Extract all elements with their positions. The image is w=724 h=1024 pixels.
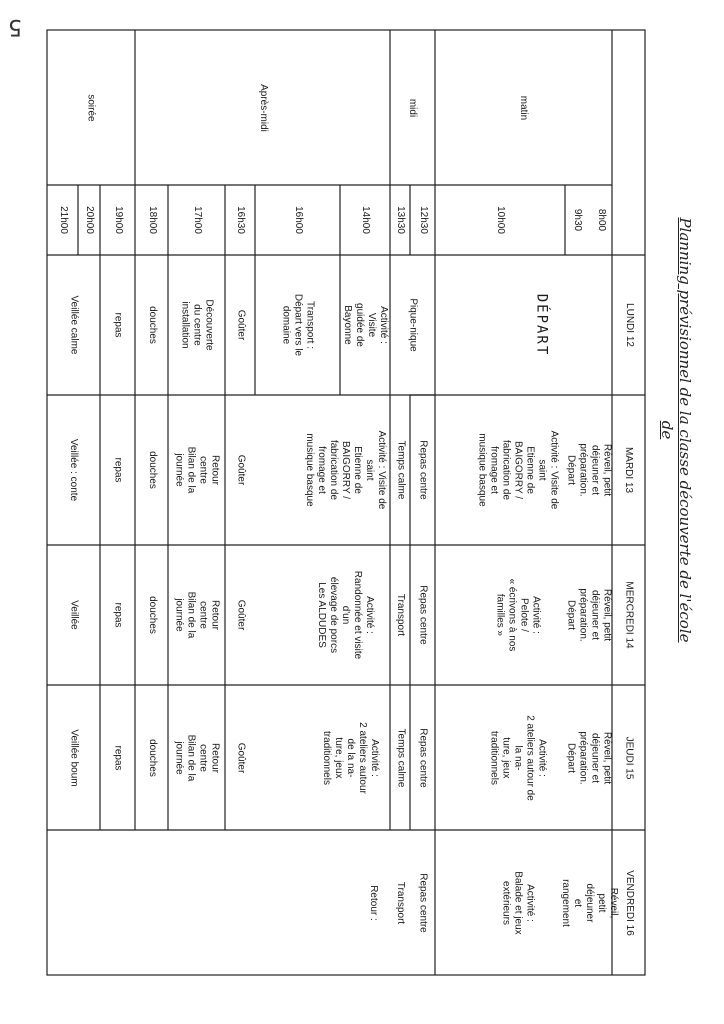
- time-13h30: 13h30: [395, 206, 406, 234]
- time-18h00: 18h00: [146, 206, 158, 234]
- jeudi-repas-soir: repas: [112, 744, 124, 771]
- jeudi-douches: douches: [146, 738, 158, 777]
- period-midi: midi: [407, 98, 419, 117]
- mercredi-matin: Réveil, petit déjeuner et préparation. Départ: [565, 588, 613, 642]
- header-day-2: MARDI 13: [623, 446, 635, 494]
- mercredi-activite-matin: Activité : Pelote / « écrivons à nos familles »: [494, 578, 542, 652]
- mardi-retour: Retour centre Bilan de la journée: [173, 446, 221, 494]
- time-8h00: 8h00: [596, 208, 607, 232]
- time-17h00: 17h00: [191, 206, 203, 234]
- vendredi-retour: Retour :: [367, 884, 379, 921]
- mardi-repas-soir: repas: [112, 457, 124, 483]
- mercredi-veillee: Veillée: [68, 600, 80, 630]
- lundi-activite: Activité : Visite guidée de Bayonne: [342, 303, 389, 347]
- page-number: 5: [8, 14, 22, 39]
- time-19h00: 19h00: [112, 206, 124, 234]
- mardi-gouter: Goûter: [235, 454, 247, 486]
- time-16h00: 16h00: [292, 206, 304, 234]
- lundi-douches: douches: [146, 306, 158, 344]
- time-21h00: 21h00: [57, 206, 69, 234]
- mercredi-repas-soir: repas: [112, 602, 124, 628]
- time-12h30: 12h30: [417, 206, 429, 234]
- period-apres-midi: Après-midi: [257, 83, 269, 132]
- time-9h30: 9h30: [572, 208, 584, 232]
- mercredi-transport: Transport: [395, 593, 407, 637]
- jeudi-temps-calme: Temps calme: [395, 728, 406, 787]
- mardi-matin: Réveil, petit déjeuner et préparation. Départ: [565, 443, 613, 497]
- header-day-5: VENDREDI 16: [623, 869, 635, 936]
- time-10h00: 10h00: [495, 206, 506, 234]
- jeudi-matin: Réveil, petit déjeuner et préparation. Départ: [565, 730, 613, 785]
- mardi-activite-pm: Activité : Visite de saint Etienne de BAIGORRY / fabrication de fromage et musique basque: [304, 430, 387, 510]
- mercredi-retour: Retour centre Bilan de la journée: [173, 591, 221, 639]
- lundi-veillee: Veillée calme: [68, 295, 80, 355]
- lundi-depart: DÉPART: [532, 293, 549, 357]
- period-soiree: soirée: [86, 93, 97, 122]
- vendredi-repas: Repas centre: [417, 872, 429, 933]
- jeudi-gouter: Goûter: [235, 742, 247, 773]
- jeudi-retour: Retour centre Bilan de la journée: [173, 734, 221, 781]
- lundi-gouter: Goûter: [235, 309, 247, 341]
- lundi-repas: repas: [112, 312, 124, 338]
- mardi-temps-calme: Temps calme: [395, 440, 406, 500]
- header-day-1: LUNDI 12: [623, 303, 635, 347]
- jeudi-veillee: Veillée boum: [68, 728, 80, 787]
- lundi-decouverte: Découverte du centre installation: [179, 299, 215, 351]
- mardi-douches: douches: [146, 451, 158, 489]
- vendredi-transport: Transport: [395, 881, 407, 924]
- jeudi-activite-pm: Activité : 2 ateliers autour de la na- ture, jeux traditionnels: [321, 721, 380, 794]
- lundi-pique-nique: Pique-nique: [407, 298, 419, 352]
- mercredi-activite-pm: Activité : Randonnée et visite d'un élevage de porcs Les ALDUDES: [316, 570, 375, 660]
- mercredi-repas: Repas centre: [417, 585, 429, 645]
- time-16h30: 16h30: [235, 206, 246, 234]
- jeudi-activite-matin: Activité : 2 ateliers autour de la na- ture, jeux traditionnels: [488, 714, 548, 801]
- time-20h00: 20h00: [84, 206, 95, 234]
- vendredi-matin: Réveil, petit déjeuner et rangement: [559, 878, 619, 927]
- mercredi-douches: douches: [146, 596, 158, 634]
- mardi-activite-matin: Activité : Visite de saint Etienne de BAIGORRY / fabrication de fromage et musique basque: [476, 430, 560, 510]
- page-title-text: Planning prévisionnel de la classe découverte de l'école de: [658, 217, 694, 643]
- jeudi-repas: Repas centre: [417, 727, 429, 788]
- period-matin: matin: [518, 95, 530, 120]
- header-day-3: MERCREDI 14: [623, 581, 635, 649]
- vendredi-activite: Activité : Balade et jeux extérieurs: [500, 870, 536, 935]
- time-14h00: 14h00: [360, 206, 371, 234]
- mardi-repas: Repas centre: [417, 440, 429, 500]
- header-day-4: JEUDI 15: [623, 736, 635, 779]
- lundi-transport: Transport : Départ vers le domaine: [280, 293, 316, 357]
- mardi-veillee: Veillée : conte: [68, 438, 80, 502]
- mercredi-gouter: Goûter: [235, 599, 247, 631]
